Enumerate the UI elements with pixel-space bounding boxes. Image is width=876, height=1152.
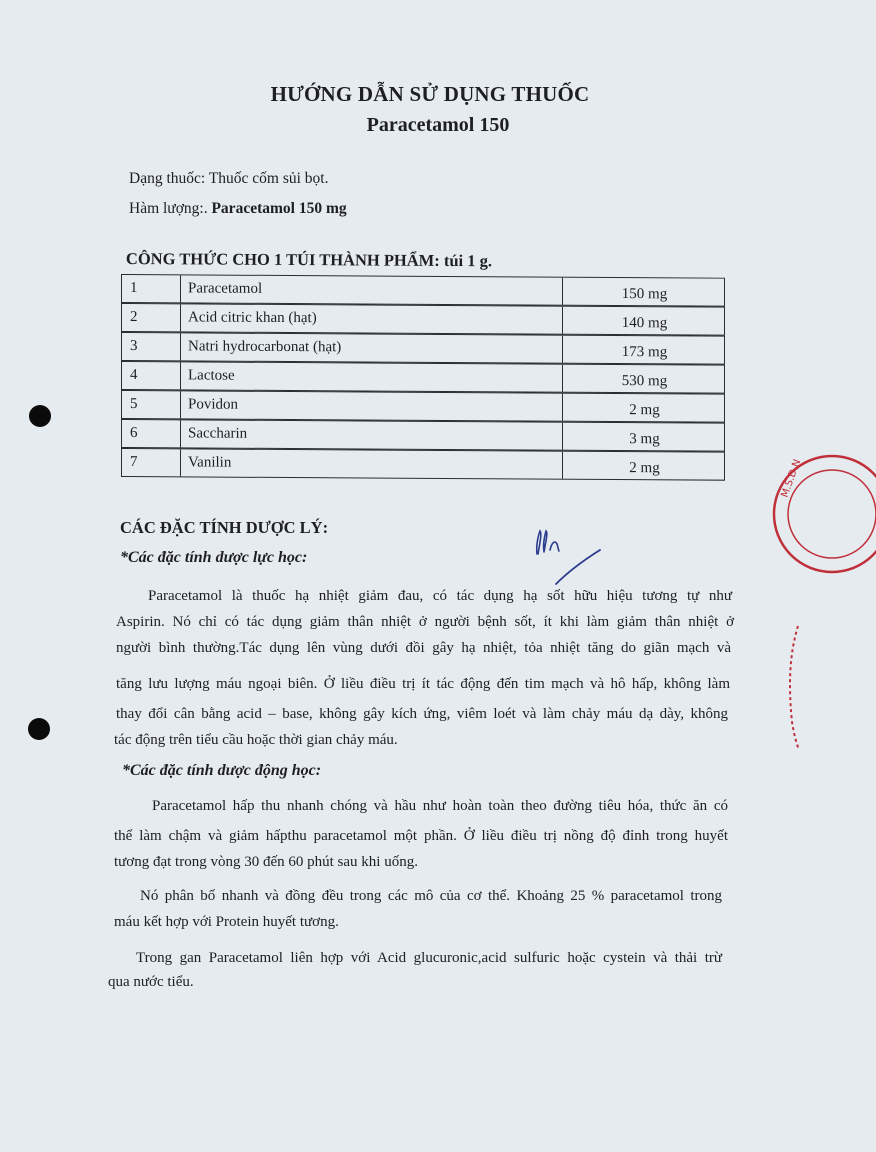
- paragraph-line: tăng lưu lượng máu ngoại biên. Ở liều điều trị ít tác động đến tim mạch và hô hấp, không làm: [116, 676, 730, 692]
- strength-label: Hàm lượng:.: [129, 200, 208, 217]
- pharmacokinetics-heading: *Các đặc tính dược động học:: [122, 762, 322, 779]
- formula-table: [121, 274, 725, 493]
- row-number: 7: [130, 454, 138, 471]
- document-title: HƯỚNG DẪN SỬ DỤNG THUỐC: [270, 82, 590, 106]
- table-row: [121, 390, 725, 423]
- formula-heading: CÔNG THỨC CHO 1 TÚI THÀNH PHẨM: túi 1 g.: [125, 249, 493, 271]
- ingredient-name: Natri hydrocarbonat (hạt): [180, 333, 562, 362]
- table-row: [121, 332, 725, 365]
- paragraph-line: người bình thường.Tác dụng lên vùng dưới đồi gây hạ nhiệt, tỏa nhiệt tăng do giãn mạch và: [116, 640, 731, 656]
- table-row: [121, 274, 725, 307]
- paragraph-line: qua nước tiểu.: [108, 974, 194, 990]
- ingredient-name: Paracetamol: [180, 275, 562, 304]
- paragraph-line: thay đổi cân bằng acid – base, không gây kích ứng, viêm loét và làm chảy máu dạ dày, không: [116, 706, 728, 722]
- paragraph-line: tác động trên tiểu cầu hoặc thời gian chảy máu.: [114, 732, 398, 748]
- pharmacology-heading: CÁC ĐẶC TÍNH DƯỢC LÝ:: [120, 518, 329, 537]
- ingredient-name: Acid citric khan (hạt): [180, 304, 562, 333]
- ingredient-amount: 2 mg: [562, 394, 726, 422]
- ingredient-amount: 173 mg: [562, 336, 726, 364]
- paragraph-line: thể làm chậm và giảm hấpthu paracetamol một phần. Ở liều điều trị nồng độ đỉnh trong huyết: [114, 828, 728, 844]
- ingredient-name: Vanilin: [180, 449, 562, 478]
- stamp-icon: [770, 448, 804, 580]
- ingredient-name: Lactose: [180, 362, 562, 391]
- ingredient-amount: 530 mg: [562, 365, 726, 393]
- paragraph-line: máu kết hợp với Protein huyết tương.: [114, 914, 339, 930]
- strength-line: [129, 200, 347, 218]
- table-row: [121, 303, 725, 336]
- ingredient-amount: 3 mg: [562, 423, 726, 451]
- punch-hole-top: [29, 405, 51, 427]
- paragraph-line: Paracetamol hấp thu nhanh chóng và hầu như hoàn toàn theo đường tiêu hóa, thức ăn có: [152, 798, 728, 814]
- ingredient-name: Saccharin: [180, 420, 562, 449]
- paragraph-line: Aspirin. Nó chỉ có tác dụng giảm thân nhiệt ở người bệnh sốt, ít khi làm giảm thân nhiệt ở: [116, 614, 734, 630]
- stamp-fragment-icon: [786, 622, 800, 752]
- signature-icon: [528, 528, 608, 590]
- row-number: 4: [130, 367, 138, 384]
- punch-hole-bottom: [28, 718, 50, 740]
- paragraph-line: tương đạt trong vòng 30 đến 60 phút sau khi uống.: [114, 854, 418, 870]
- row-number: 5: [130, 396, 138, 413]
- table-row: [121, 448, 725, 481]
- paragraph-line: Paracetamol là thuốc hạ nhiệt giảm đau, có tác dụng hạ sốt hữu hiệu tương tự như: [148, 588, 732, 604]
- paragraph-line: Nó phân bố nhanh và đồng đều trong các mô của cơ thể. Khoảng 25 % paracetamol trong: [140, 888, 722, 904]
- pharmacodynamics-heading: *Các đặc tính dược lực học:: [120, 549, 308, 566]
- document-subtitle: Paracetamol 150: [366, 114, 510, 136]
- table-row: [121, 361, 725, 394]
- ingredient-amount: 150 mg: [562, 278, 726, 306]
- row-number: 6: [130, 425, 138, 442]
- row-number: 1: [130, 280, 138, 297]
- table-row: [121, 419, 725, 452]
- dosage-form-line: [129, 170, 329, 188]
- strength-value: Paracetamol 150 mg: [211, 200, 347, 217]
- ingredient-amount: 140 mg: [562, 307, 726, 335]
- row-number: 3: [130, 338, 138, 355]
- ingredient-amount: 2 mg: [562, 452, 726, 480]
- paragraph-line: Trong gan Paracetamol liên hợp với Acid glucuronic,acid sulfuric hoặc cystein và thải trừ: [136, 950, 722, 966]
- dosage-form-label: Dạng thuốc:: [129, 170, 206, 187]
- row-number: 2: [130, 309, 138, 326]
- ingredient-name: Povidon: [180, 391, 562, 420]
- stamp-text: M.S.D.N: [779, 457, 804, 500]
- dosage-form-value: Thuốc cốm sủi bọt.: [208, 170, 329, 187]
